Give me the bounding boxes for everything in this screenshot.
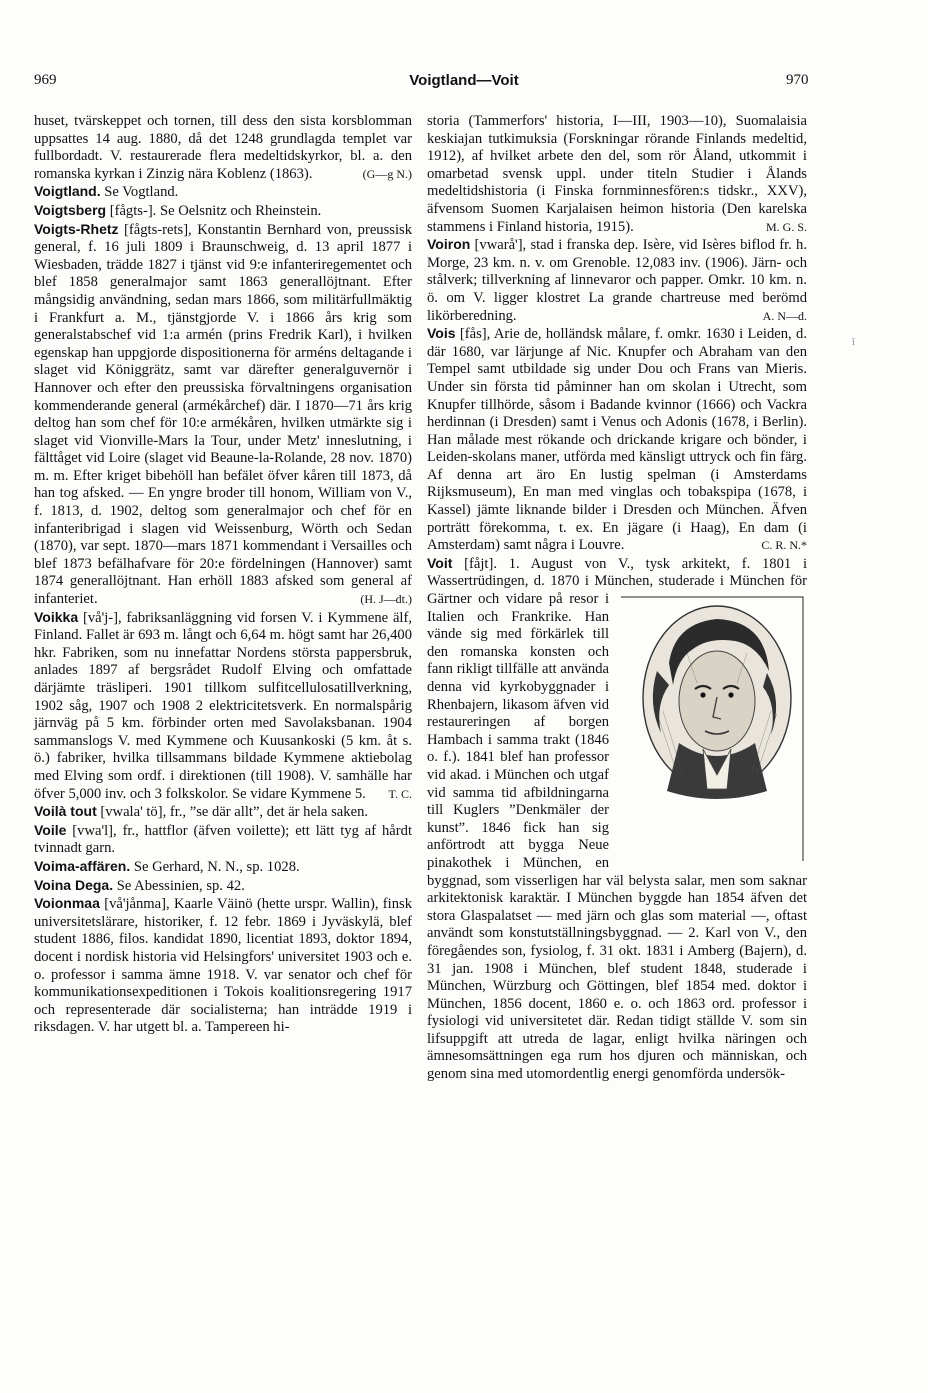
headword: Voilà tout [34, 803, 97, 820]
page-number-right: 970 [786, 72, 809, 88]
entry-text: Se Abessinien, sp. 42. [113, 877, 245, 894]
page-number-left: 969 [34, 72, 57, 88]
entry-voigtsberg [34, 202, 412, 221]
headword: Voigtsberg [34, 201, 107, 218]
author-signature: (H. J—dt.) [360, 592, 412, 607]
author-signature: T. C. [388, 786, 412, 801]
entry-text: [vå'jånma], Kaarle Väinö (hette urspr. Wallin), finsk universitetslärare, historiker, f. 12 febr. 1869 i Jyväskylä, blef student 1886, filos. kandidat 1890, licentiat 1893, doktor 1894, docent i nordisk historia vid Helsingfors' universitet 1903 och e. o. professor i samma ämne 1918. V. var senator och chef för kommunikationsexpeditionen i Tokois koalitionsregering 1917 och representerade där socialisterna; han inträdde 1919 i riksdagen. V. har utgett bl. a. Tampereen hi- [34, 896, 412, 1036]
portrait-engraving [617, 593, 807, 866]
headword: Voina Dega. [34, 876, 114, 893]
entry-text: [vwala' tö], fr., ”se där allt”, det är hela saken. [96, 804, 369, 821]
entry-text: [fås], Arie de, holländsk målare, f. omkr. 1630 i Leiden, d. där 1680, var lärjunge af Nic. Knupfer och Abraham van den Tempel samt utbildade sig under Dou och Frans van Mieris. Under sin första tid påminner han om skolan i Utrecht, som Knupfer tillhörde, såsom i Badande kvinnor (1666) och Vackra herdinnan (i Dresden) samt i Venus och Adonis (1678, i Berlin). Han målade mest rökande och drickande krigare och bönder, i Leiden-skolans maner, utförda med känsligt uttryck och fin färg. Af denna art äro En lustig spelman (i Amsterdams Rijksmuseum), En man med vinglas och tobakspipa (1678, i Kassel) jämte liknande bilder i Dresden och München. Äfven porträtt förekomma, t. ex. En jägare (i Haag), En dam (i Amsterdam) samt några i Louvre. [427, 326, 807, 554]
headword: Vois [427, 325, 456, 342]
headword: Voigtland. [34, 183, 101, 200]
entry-text: [fågts-rets], Konstantin Bernhard von, preussisk general, f. 16 juli 1809 i Braunschweig, d. 13 april 1877 i Wiesbaden, trädde 1827 i tjänst vid 9:e infanteriregementet och blef 1858 generalmajor samt 1863 generallöjtnant. Efter mångsidig användning, sedan mars 1866, som militärfullmäktig i Frankfurt a. M., tjänstgjorde V. i 1866 års krig som generalstabschef vid 1:a armén (prins Fredrik Karl), i hvilken egenskap han uppgjorde dispositionerna för arméns deltagande i slaget vid Königgrätz, samt var därefter generalguvernör i Hannover och efter den preussiska förvaltningens organisation kommenderande general (armékårchef) där. I 1870—71 års krig deltog han som chef för 10:e armékåren, hvilken utmärkte sig i slaget vid Vionville-Mars la Tour, under Metz' inneslutning, i fälttåget vid Loire (slaget vid Beaune-la-Rolande, 28 nov. 1870) m. m. Efter kriget bibehöll han befälet öfver kåren till 1873, då han tog afsked. — En yngre broder till honom, William von V., f. 1813, d. 1902, deltog som generalmajor och chef för en infanteribrigad i slagen vid Weissenburg, Wörth och Sedan (1870), var sept. 1870—mars 1871 kommendant i Versailles och blef 1873 befälhafvare för 20:e fördelningen (Hannover) samt 1874 generallöjtnant. Han erhöll 1883 afsked som general af infanteriet. [34, 221, 412, 608]
entry-voina-dega [34, 877, 412, 896]
entry-text: [vwarå'], stad i franska dep. Isère, vid Isères biflod fr. h. Morge, 23 km. n. v. om Grenoble. 12,083 inv. (1906). Järn- och stålverk; tillverkning af linnevaror och papper. Omkr. 10 km. n. ö. om V. ligger klostret La grande chartreuse med berömd likörberedning. [427, 237, 807, 324]
entry-voit [427, 555, 807, 1084]
headword: Voima-affären. [34, 857, 131, 874]
entry-text-rest: på resor i Italien och Frankrike. Han vände sig med förkärlek till den romanska konsten och fann rikligt tillfälle att använda denna vid kyrkobyggnader i Rhenbajern, likasom äfven vid restaureringen af borgen Hambach i samma trakt (1846 o. f.). 1841 blef han professor vid akad. i München och utgaf vid samma tid afbildningarna till Kuglers ”Denkmäler der kunst”. 1846 fick han sig anförtrodt att bygga Neue pinakothek i München, en byggnad, som visserligen har väl belysta salar, men som saknar arkitektonisk karaktär. I München byggde han 1854 äfven det stora Glaspalatset — med järn och glas som material —, oftast användt som konstutställningsbyggnad. — 2. Karl von V., den föregåendes son, fysiolog, f. 31 okt. 1831 i Amberg (Bajern), d. 31 jan. 1908 i München, blef student 1848, studerade i München, Würzburg och Göttingen, blef 1854 med. doktor i München, 1856 docent, 1860 e. o. och 1863 ord. professor i fysiologi vid universitetet där. Redan tidigt ställde V. som sin lifsuppgift att utreda de lagar, enligt hvilka näringen och ämnesomsättningen ega rum hos djuren och människan, och genom sina med utomordentlig energi genomförda undersök- [427, 591, 807, 1083]
entry-continuation [427, 113, 807, 236]
author-signature: M. G. S. [765, 219, 807, 234]
right-column [427, 113, 807, 1084]
entry-text: [vwa'l], fr., hattflor (äfven voilette); ett lätt tyg af hårdt tvinnadt garn. [34, 822, 412, 857]
headword: Voigts-Rhetz [34, 220, 119, 237]
author-signature: (G—g N.) [362, 166, 412, 181]
entry-text: [fågts-]. Se Oelsnitz och Rheinstein. [106, 202, 322, 219]
running-title: Voigtland—Voit [409, 72, 519, 89]
scan-mark: ǐ [852, 337, 855, 348]
entry-text: huset, tvärskeppet och tornen, till dess den sista korsblomman uppsattes 14 aug. 1880, då det 1248 grundlagda templet var fullbordadt. V. restaurerade flera medeltidskyrkor, bl. a. den romanska kyrkan i Zinzig nära Koblenz (1863). [34, 113, 412, 182]
author-signature: A. N—d. [762, 308, 807, 323]
author-signature: C. R. N.* [761, 538, 807, 553]
entry-text: storia (Tammerfors' historia, I—III, 1903—10), Suomalaisia keskiajan tutkimuksia (Forskningar rörande Finlands medeltid, 1912), af hvilket arbete den del, som rör Åland, utkommit i omarbetad svensk uppl. under titeln Studier i Ålands medeltidshistoria (i Finska fornminnesfören:s tidskr., XXV), äfvensom Suomen Karjalaisen heimon historia (Den karelska stammens i Finland historia, 1915). [427, 113, 807, 235]
entry-text: [vå'j-], fabriksanläggning vid forsen V. i Kymmene älf, Finland. Fallet är 693 m. långt och 6,64 m. högt samt har 26,400 hkr. Fabriken, som nu innefattar Nordens största pappersbruk, anlades 1897 af bergsrådet Rudolf Elving och omfattade därjämte träsliperi. 1901 tillkom sulfitcellulosatillverkning, 1902 såg, 1907 och 1908 2 elektricitetsverk. En normalspårig järnväg på 5 km. förbinder orten med Savolaksbanan. 1904 sammanslogs V. med Kymmene och Kuusankoski (5 km. åt s. ö.) fabriker, hvilka tillsammans bildade Kymmene aktiebolag med Elving som ordf. i direktionen (till 1908). V. samhälle har öfver 5,000 inv. och 3 folkskolor. Se vidare Kymmene 5. [34, 609, 412, 802]
entry-text: Se Gerhard, N. N., sp. 1028. [130, 858, 300, 875]
headword: Voionmaa [34, 895, 100, 912]
entry-text: Se Vogtland. [100, 184, 179, 201]
entry-voile [34, 822, 412, 858]
entry-voima-affaren [34, 858, 412, 877]
entry-continuation [34, 113, 412, 183]
entry-voila-tout [34, 803, 412, 822]
entry-vois [427, 325, 807, 555]
entry-voiron [427, 236, 807, 325]
headword: Voile [34, 821, 67, 838]
headword: Voiron [427, 236, 471, 253]
headword: Voit [427, 554, 453, 571]
entry-voigtland [34, 183, 412, 202]
left-column [34, 113, 412, 1037]
portrait-figure [617, 593, 807, 866]
entry-voionmaa [34, 895, 412, 1037]
headword: Voikka [34, 608, 79, 625]
entry-text-start: [fåjt]. 1. August von V., tysk arkitekt, f. 1801 i Wassertrüdingen, d. 1870 i München, studerade i München för Gärtner och vidare [427, 555, 807, 608]
entry-voigts-rhetz [34, 221, 412, 609]
entry-voikka [34, 609, 412, 804]
